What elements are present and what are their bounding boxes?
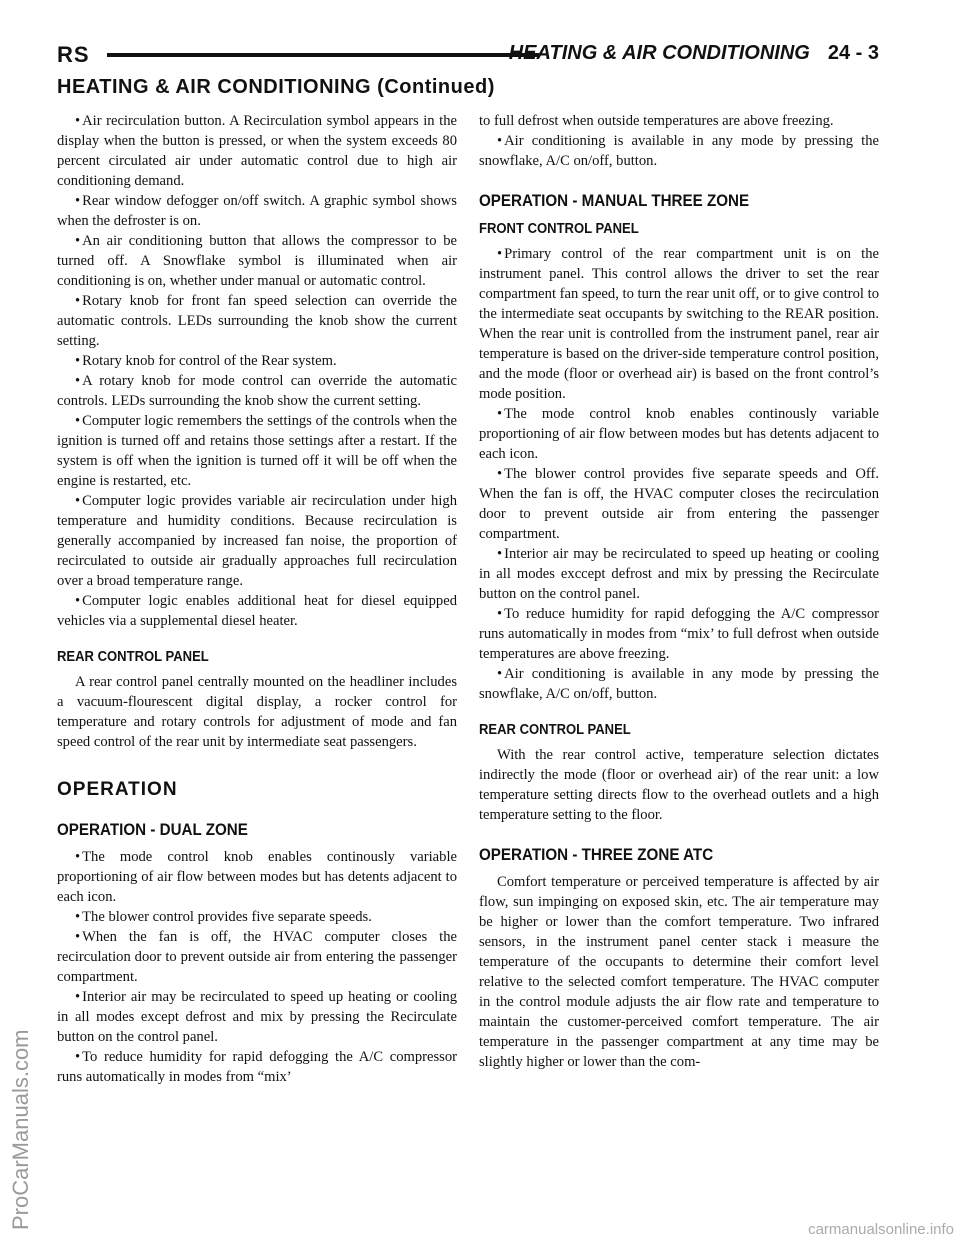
heading-operation: OPERATION — [57, 779, 178, 800]
bullet-rear-defogger: • Rear window defogger on/off switch. A graphic symbol shows when the defroster is on. — [57, 191, 457, 231]
continued-paragraph: to full defrost when outside temperatures are above freezing. — [479, 113, 834, 129]
bullet-dual-recirculate: • Interior air may be recirculated to speed up heating or cooling in all modes except defrost and mix by pressing the Recirculate button on the control panel. — [57, 987, 457, 1047]
right-column — [479, 111, 879, 1072]
bullet-front-mode-knob: • The mode control knob enables continously variable proportioning of air flow between modes but has detents adjacent to each icon. — [479, 404, 879, 464]
bullet-recirc-logic: • Computer logic provides variable air recirculation under high temperature and humidity conditions. Because recirculation is generally accompanied by increased fan noise, the proportion of recirculated to outside air gradually approaches full recirculation over a broad temperature range. — [57, 491, 457, 591]
side-watermark: ProCarManuals.com — [8, 1029, 33, 1230]
bullet-mode-knob: • A rotary knob for mode control can override the automatic controls. LEDs surrounding the knob show the current setting. — [57, 371, 457, 411]
bullet-ac-button: • An air conditioning button that allows the compressor to be turned off. A Snowflake symbol is illuminated when air conditioning is on, whether under manual or automatic control. — [57, 231, 457, 291]
heading-dual-zone: OPERATION - DUAL ZONE — [57, 821, 248, 839]
heading-three-zone-atc: OPERATION - THREE ZONE ATC — [479, 846, 714, 864]
header-section — [509, 42, 879, 65]
rear-control-panel-text: A rear control panel centrally mounted on the headliner includes a vacuum-flourescent digital display, a rocker control for temperature and rotary controls for adjustment of mode and fan speed control of the rear unit by intermediate seat passengers. — [57, 674, 457, 750]
bullet-rear-knob: • Rotary knob for control of the Rear system. — [57, 351, 457, 371]
bullet-dual-mode-knob: • The mode control knob enables continously variable proportioning of air flow between modes but has detents adjacent to each icon. — [57, 847, 457, 907]
bullet-recirculation-button: • Air recirculation button. A Recirculation symbol appears in the display when the button is pressed, or when the system exceeds 80 percent circulated air under automatic control due to high air conditioning demand. — [57, 111, 457, 191]
bullet-memory-logic: • Computer logic remembers the settings of the controls when the ignition is turned off and retains those settings after a restart. If the system is off when the ignition is turned off it will be off when the engine is restarted, etc. — [57, 411, 457, 491]
bullet-fan-knob: • Rotary knob for front fan speed selection can override the automatic controls. LEDs surrounding the knob show the current setting. — [57, 291, 457, 351]
bullet-ac-available: • Air conditioning is available in any mode by pressing the snowflake, A/C on/off, button. — [479, 131, 879, 171]
heading-front-control-panel: FRONT CONTROL PANEL — [479, 221, 639, 237]
heading-rear-control-panel: REAR CONTROL PANEL — [57, 649, 209, 665]
continued-title: HEATING & AIR CONDITIONING (Continued) — [57, 76, 495, 98]
bullet-front-blower: • The blower control provides five separate speeds and Off. When the fan is off, the HVAC computer closes the recirculation door to prevent outside air from entering the passenger compartment. — [479, 464, 879, 544]
page-number: 24 - 3 — [827, 42, 879, 64]
header-model-code: RS — [57, 42, 90, 67]
bullet-dual-blower: • The blower control provides five separate speeds. — [57, 907, 457, 927]
header-rule — [107, 53, 539, 57]
bullet-dual-humidity: • To reduce humidity for rapid defogging the A/C compressor runs automatically in modes from “mix’ — [57, 1047, 457, 1087]
bullet-front-recirculate: • Interior air may be recirculated to speed up heating or cooling in all modes exccept defrost and mix by pressing the Recirculate button on the control panel. — [479, 544, 879, 604]
bullet-primary-control: • Primary control of the rear compartment unit is on the instrument panel. This control allows the driver to set the rear compartment fan speed, to turn the rear unit off, or to give control to the intermediate seat occupants by switching to the REAR position. When the rear unit is controlled from the instrument panel, rear air temperature is based on the driver-side temperature control position, and the mode (floor or overhead air) is based on the front control’s mode position. — [479, 244, 879, 404]
bullet-dual-fan-off: • When the fan is off, the HVAC computer closes the recirculation door to prevent outside air from entering the passenger compartment. — [57, 927, 457, 987]
heading-rear-control-panel-right: REAR CONTROL PANEL — [479, 722, 631, 738]
header-section-title: HEATING & AIR CONDITIONING — [508, 42, 810, 64]
left-column — [57, 111, 457, 1087]
bullet-diesel-heater: • Computer logic enables additional heat for diesel equipped vehicles via a supplemental diesel heater. — [57, 591, 457, 631]
heading-manual-three-zone: OPERATION - MANUAL THREE ZONE — [479, 192, 750, 210]
bullet-front-humidity: • To reduce humidity for rapid defogging the A/C compressor runs automatically in modes from “mix’ to full defrost when outside temperatures are above freezing. — [479, 604, 879, 664]
three-zone-atc-text: Comfort temperature or perceived temperature is affected by air flow, sun impinging on exposed skin, etc. The air temperature may be higher or lower than the comfort temperature. Two infrared sensors, in the instrument panel center stack i measure the temperature of the occupants to determine their comfort level relative to the selected comfort temperature. The HVAC computer in the control module adjusts the air flow rate and temperature to maintain the customer-perceived comfort temperature. The air temperature in the passenger compartment at any time may be slightly higher or lower than the com- — [479, 874, 879, 1070]
rear-control-panel-right-text: With the rear control active, temperature selection dictates indirectly the mode (floor or overhead air) of the rear unit: a low temperature setting directs flow to the overhead outlets and a high temperature setting to the floor. — [479, 747, 879, 823]
page-header — [57, 32, 879, 66]
bullet-front-ac: • Air conditioning is available in any mode by pressing the snowflake, A/C on/off, button. — [479, 664, 879, 704]
footer-watermark: carmanualsonline.info — [808, 1221, 954, 1238]
